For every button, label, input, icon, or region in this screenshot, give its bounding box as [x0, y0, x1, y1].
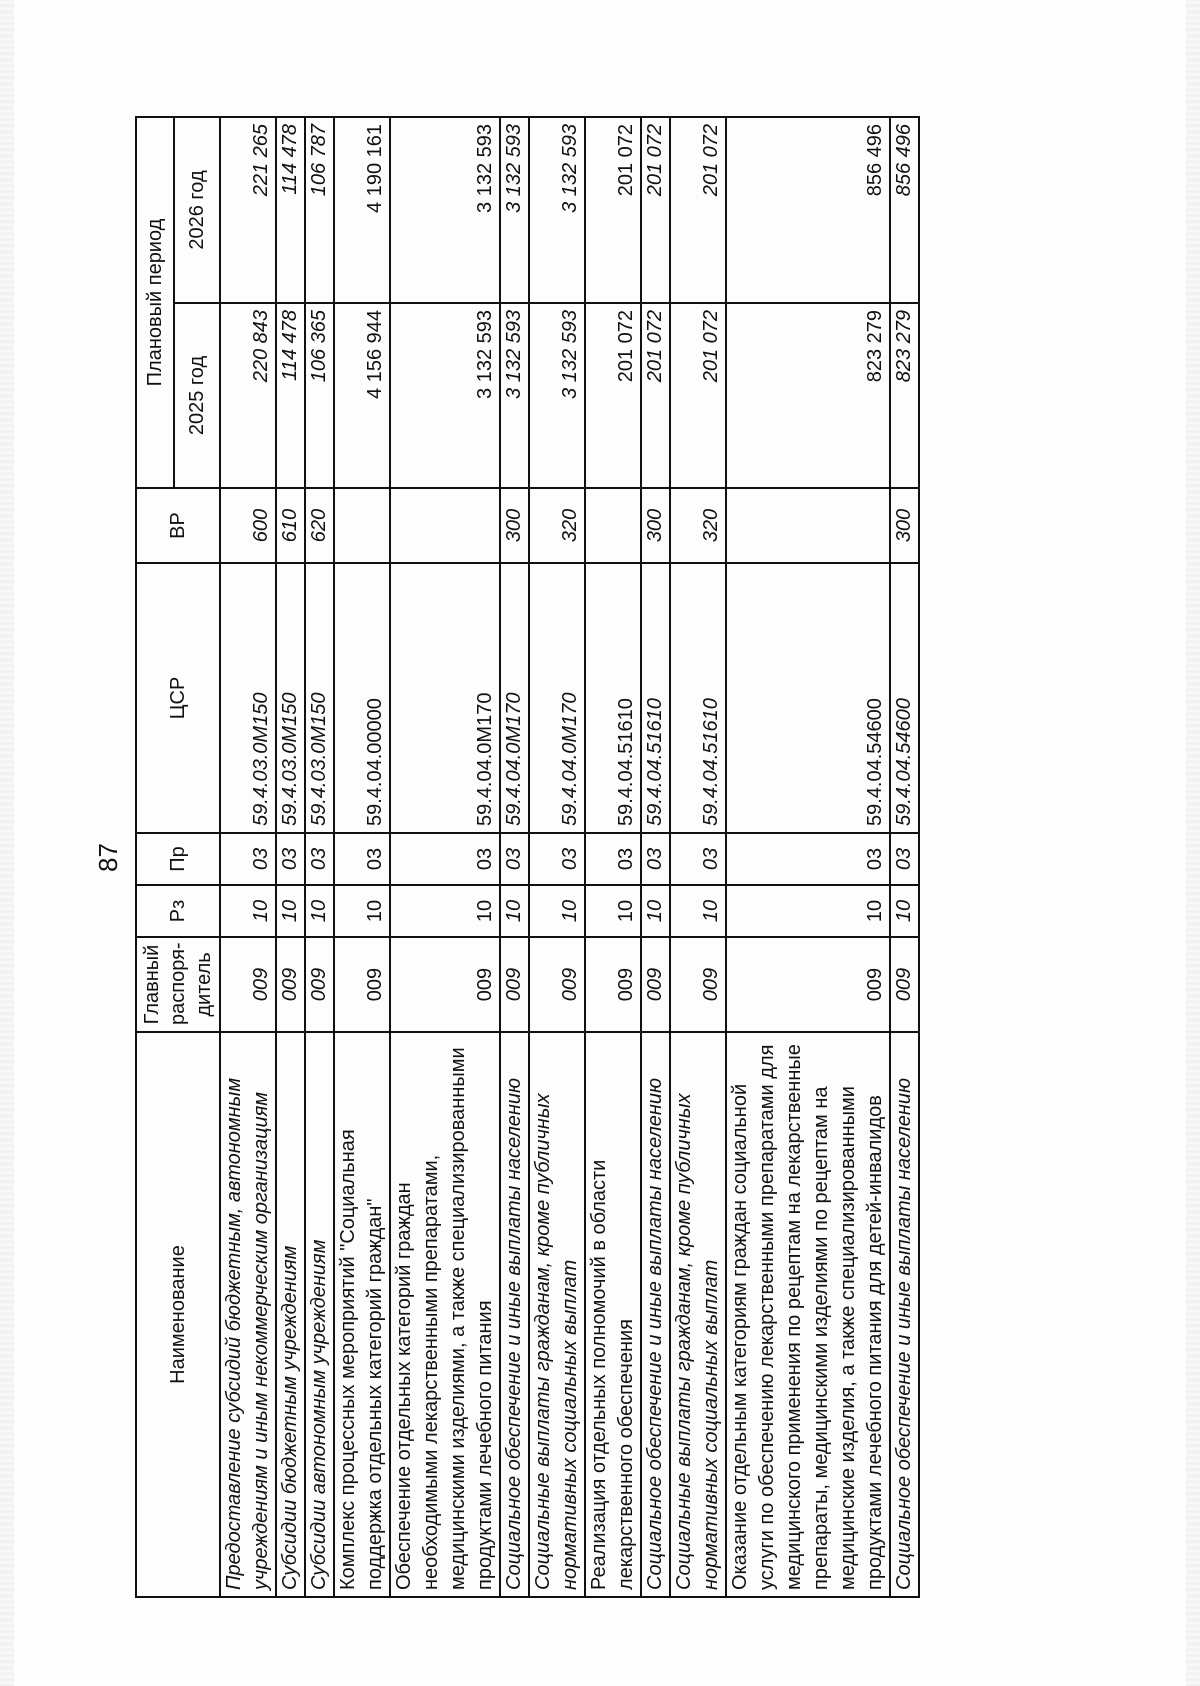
cell-grbs: 009: [641, 937, 670, 1032]
cell-pr: 03: [500, 833, 529, 885]
cell-rz: 10: [670, 885, 726, 937]
table-row: [670, 117, 726, 1597]
cell-2025: 220 843: [220, 303, 276, 488]
cell-2026: 4 190 161: [334, 117, 390, 303]
cell-2026: 221 265: [220, 117, 276, 303]
cell-vr: 600: [220, 488, 276, 563]
table-row: [641, 117, 670, 1597]
cell-csr: 59.4.04.54600: [890, 563, 919, 833]
cell-vr: [334, 488, 390, 563]
cell-rz: 10: [890, 885, 919, 937]
cell-vr: 610: [276, 488, 305, 563]
cell-2025: 201 072: [641, 303, 670, 488]
table-row: [276, 117, 305, 1597]
cell-2026: 856 496: [890, 117, 919, 303]
cell-name: Комплекс процессных мероприятий "Социальная поддержка отдельных категорий граждан": [334, 1032, 390, 1597]
cell-rz: 10: [390, 885, 500, 937]
cell-vr: 320: [529, 488, 585, 563]
cell-rz: 10: [334, 885, 390, 937]
table-row: [305, 117, 334, 1597]
cell-pr: 03: [334, 833, 390, 885]
cell-csr: 59.4.04.00000: [334, 563, 390, 833]
cell-vr: 620: [305, 488, 334, 563]
cell-2026: 106 787: [305, 117, 334, 303]
cell-grbs: 009: [276, 937, 305, 1032]
table-row: [390, 117, 500, 1597]
cell-2026: 201 072: [585, 117, 641, 303]
cell-grbs: 009: [220, 937, 276, 1032]
cell-csr: 59.4.04.0М170: [500, 563, 529, 833]
cell-2025: 3 132 593: [390, 303, 500, 488]
cell-csr: 59.4.04.54600: [726, 563, 890, 833]
cell-csr: 59.4.04.0М170: [390, 563, 500, 833]
cell-vr: [585, 488, 641, 563]
cell-pr: 03: [890, 833, 919, 885]
cell-rz: 10: [529, 885, 585, 937]
cell-2025: 106 365: [305, 303, 334, 488]
cell-name: Субсидии автономным учреждениям: [305, 1032, 334, 1597]
cell-pr: 03: [641, 833, 670, 885]
cell-name: Субсидии бюджетным учреждениям: [276, 1032, 305, 1597]
cell-vr: 300: [890, 488, 919, 563]
cell-2025: 201 072: [585, 303, 641, 488]
cell-name: Социальные выплаты гражданам, кроме публичных нормативных социальных выплат: [529, 1032, 585, 1597]
header-name: Наименование: [136, 1032, 220, 1597]
cell-2025: 823 279: [890, 303, 919, 488]
cell-pr: 03: [220, 833, 276, 885]
cell-2026: 3 132 593: [500, 117, 529, 303]
cell-pr: 03: [670, 833, 726, 885]
table-row: [529, 117, 585, 1597]
header-period: Плановый период: [136, 117, 174, 488]
header-vr: ВР: [136, 488, 220, 563]
header-rz: Рз: [136, 885, 220, 937]
cell-pr: 03: [276, 833, 305, 885]
cell-grbs: 009: [334, 937, 390, 1032]
cell-2026: 114 478: [276, 117, 305, 303]
cell-2026: 3 132 593: [529, 117, 585, 303]
table-row: [585, 117, 641, 1597]
cell-2025: 823 279: [726, 303, 890, 488]
cell-pr: 03: [529, 833, 585, 885]
header-year-2026: 2026 год: [174, 117, 220, 303]
cell-2026: 201 072: [670, 117, 726, 303]
table-row: [334, 117, 390, 1597]
cell-pr: 03: [305, 833, 334, 885]
cell-name: Социальное обеспечение и иные выплаты населению: [500, 1032, 529, 1597]
table-row: [890, 117, 919, 1597]
cell-grbs: 009: [529, 937, 585, 1032]
cell-csr: 59.4.04.51610: [585, 563, 641, 833]
cell-2025: 4 156 944: [334, 303, 390, 488]
cell-2025: 201 072: [670, 303, 726, 488]
cell-grbs: 009: [390, 937, 500, 1032]
table-row: [500, 117, 529, 1597]
cell-csr: 59.4.04.0М170: [529, 563, 585, 833]
cell-name: Реализация отдельных полномочий в области лекарственного обеспечения: [585, 1032, 641, 1597]
header-csr: ЦСР: [136, 563, 220, 833]
scan-edge-left: [0, 0, 14, 1686]
cell-name: Предоставление субсидий бюджетным, автономным учреждениям и иным некоммерческим организациям: [220, 1032, 276, 1597]
cell-vr: [390, 488, 500, 563]
cell-csr: 59.4.04.51610: [641, 563, 670, 833]
cell-grbs: 009: [585, 937, 641, 1032]
cell-2025: 3 132 593: [529, 303, 585, 488]
cell-rz: 10: [276, 885, 305, 937]
cell-name: Социальные выплаты гражданам, кроме публичных нормативных социальных выплат: [670, 1032, 726, 1597]
cell-pr: 03: [585, 833, 641, 885]
cell-grbs: 009: [305, 937, 334, 1032]
cell-rz: 10: [220, 885, 276, 937]
budget-table: [135, 116, 920, 1598]
table-row: [220, 117, 276, 1597]
cell-rz: 10: [641, 885, 670, 937]
cell-rz: 10: [305, 885, 334, 937]
table-body: [220, 117, 919, 1597]
cell-vr: 320: [670, 488, 726, 563]
cell-2026: 3 132 593: [390, 117, 500, 303]
cell-vr: 300: [641, 488, 670, 563]
header-row-1: [136, 117, 174, 1597]
cell-rz: 10: [500, 885, 529, 937]
cell-csr: 59.4.03.0М150: [220, 563, 276, 833]
cell-rz: 10: [726, 885, 890, 937]
cell-csr: 59.4.03.0М150: [305, 563, 334, 833]
header-pr: Пр: [136, 833, 220, 885]
page-number: 87: [93, 843, 123, 872]
header-manager: Главный распоря-дитель: [136, 937, 220, 1032]
cell-vr: [726, 488, 890, 563]
cell-grbs: 009: [670, 937, 726, 1032]
cell-grbs: 009: [726, 937, 890, 1032]
cell-rz: 10: [585, 885, 641, 937]
cell-pr: 03: [390, 833, 500, 885]
cell-name: Оказание отдельным категориям граждан социальной услуги по обеспечению лекарственными препаратами для медицинского применения по рецептам на лекарственные препараты, медицинскими изделиями по рецептам на медицинские изделия, а также специализированными продуктами лечебного питания для детей-инвалидов: [726, 1032, 890, 1597]
cell-grbs: 009: [890, 937, 919, 1032]
cell-2026: 201 072: [641, 117, 670, 303]
table-row: [726, 117, 890, 1597]
cell-name: Обеспечение отдельных категорий граждан необходимыми лекарственными препаратами, медицинскими изделиями, а также специализированными продуктами лечебного питания: [390, 1032, 500, 1597]
cell-pr: 03: [726, 833, 890, 885]
cell-csr: 59.4.04.51610: [670, 563, 726, 833]
cell-grbs: 009: [500, 937, 529, 1032]
cell-2025: 3 132 593: [500, 303, 529, 488]
cell-2026: 856 496: [726, 117, 890, 303]
rotated-page-content: [75, 102, 1195, 1612]
cell-vr: 300: [500, 488, 529, 563]
cell-csr: 59.4.03.0М150: [276, 563, 305, 833]
header-year-2025: 2025 год: [174, 303, 220, 488]
cell-name: Социальное обеспечение и иные выплаты населению: [890, 1032, 919, 1597]
cell-2025: 114 478: [276, 303, 305, 488]
cell-name: Социальное обеспечение и иные выплаты населению: [641, 1032, 670, 1597]
